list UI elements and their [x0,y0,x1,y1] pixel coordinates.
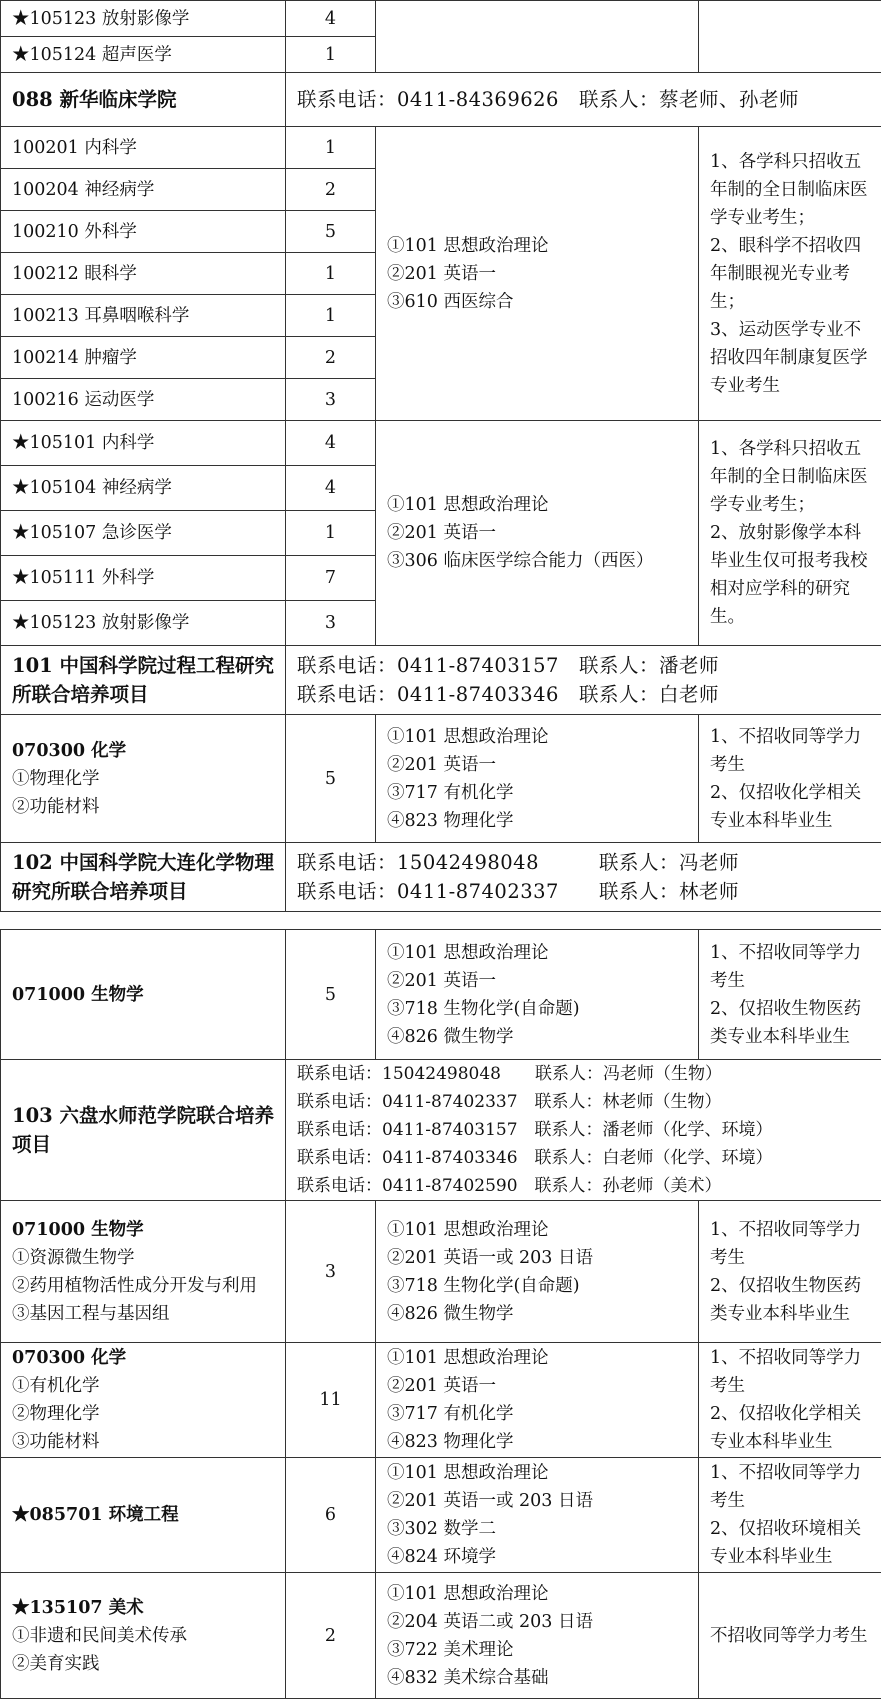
research-direction: ①有机化学 [12,1376,100,1396]
contact-line: 联系电话：0411-87402337 联系人：林老师（生物） [297,1092,722,1112]
research-direction: ②功能材料 [12,796,100,817]
enroll-count: 6 [286,1458,376,1573]
exam-subjects [376,930,699,1060]
exam-line: ④823 物理化学 [387,810,514,831]
exam-subjects [376,715,699,843]
exam-line: ①101 思想政治理论 [387,942,549,963]
exam-line: ③717 有机化学 [387,782,514,803]
exam-line: ①101 思想政治理论 [387,1348,549,1368]
exam-subjects [376,127,699,421]
contact-line: 联系电话：0411-87403346 联系人：白老师（化学、环境） [297,1148,773,1168]
enroll-count: 3 [286,1201,376,1343]
exam-line: ①101 思想政治理论 [387,235,549,256]
college-header-row [1,843,881,912]
enroll-count: 1 [286,253,376,295]
exam-line: ④832 美术综合基础 [387,1667,549,1688]
college-name: 102 中国科学院大连化学物理研究所联合培养项目 [1,843,286,912]
exam-line: ②201 英语一 [387,970,496,991]
major-code: ★105107 急诊医学 [1,511,286,556]
major-cell [1,1573,286,1699]
exam-line: ④826 微生物学 [387,1026,514,1047]
exam-line: ③722 美术理论 [387,1639,514,1660]
college-contact [286,843,881,912]
enroll-count: 2 [286,1573,376,1699]
enroll-count: 5 [286,211,376,253]
research-direction: ③基因工程与基因组 [12,1303,170,1324]
exam-line: ③610 西医综合 [387,291,514,312]
research-direction: ①资源微生物学 [12,1247,135,1268]
research-direction: ②美育实践 [12,1653,100,1674]
remark-line: 2、仅招收环境相关专业本科毕业生 [710,1519,862,1567]
exam-line: ①101 思想政治理论 [387,1583,549,1604]
enroll-count: 4 [286,466,376,511]
contact-line: 联系电话：0411-87403346 联系人：白老师 [297,683,719,706]
enroll-count: 5 [286,715,376,843]
enroll-count: 2 [286,169,376,211]
remark-line: 1、不招收同等学力考生 [710,1219,862,1268]
remark-line: 1、各学科只招收五年制的全日制临床医学专业考生； [710,439,868,515]
remarks [699,1573,881,1699]
remark-line: 2、放射影像学本科毕业生仅可报考我校相对应学科的研究生。 [710,523,868,627]
remark-line: 2、眼科学不招收四年制眼视光专业考生； [710,235,862,312]
exam-line: ②201 英语一或 203 日语 [387,1247,593,1268]
remark-line: 1、各学科只招收五年制的全日制临床医学专业考生； [710,151,868,228]
remark-line: 1、不招收同等学力考生 [710,726,862,775]
remarks [699,127,881,421]
major-code: ★105111 外科学 [1,556,286,601]
contact-line: 联系电话：15042498048 联系人：冯老师 [297,851,739,874]
major-code: ★105123 放射影像学 [1,601,286,646]
table-row [1,1343,881,1458]
contact-line: 联系电话：0411-87402590 联系人：孙老师（美术） [297,1176,722,1196]
remark-line: 2、仅招收生物医药类专业本科毕业生 [710,1275,862,1324]
enroll-count: 1 [286,37,376,73]
major-cell [1,930,286,1060]
exam-line: ①101 思想政治理论 [387,495,549,515]
remarks [699,421,881,646]
exam-line: ①101 思想政治理论 [387,726,549,747]
table-row [1,421,881,466]
major-code: 100212 眼科学 [1,253,286,295]
exam-subjects [376,421,699,646]
remarks [699,1343,881,1458]
remark-line: 1、不招收同等学力考生 [710,942,862,991]
exam-line: ③717 有机化学 [387,1404,514,1424]
major-code: 100213 耳鼻咽喉科学 [1,295,286,337]
major-code: ★105123 放射影像学 [1,1,286,37]
research-direction-text: ②药用植物活性成分开发与利用 [12,1275,257,1296]
exam-line: ④823 物理化学 [387,1432,514,1452]
exam-line: ②201 英语一或 203 日语 [387,1491,593,1511]
contact-line: 联系电话：0411-87402337 联系人：林老师 [297,880,739,903]
remark-line: 3、运动医学专业不招收四年制康复医学专业考生 [710,319,868,396]
college-header-row [1,1060,881,1201]
major-code: ★105104 神经病学 [1,466,286,511]
major-cell [1,1458,286,1573]
research-direction: ①物理化学 [12,768,100,789]
exam-line: ③302 数学二 [387,1519,496,1539]
table-row [1,1,881,37]
enroll-count: 1 [286,295,376,337]
major-cell [1,1201,286,1343]
enroll-count: 3 [286,601,376,646]
college-header-row [1,73,881,127]
exam-line: ②201 英语一 [387,263,496,284]
major-code: 070300 化学 [12,1348,127,1368]
remark-line: 2、仅招收化学相关专业本科毕业生 [710,782,862,831]
table-row [1,930,881,1060]
enroll-count: 5 [286,930,376,1060]
table-row [1,715,881,843]
remarks [699,1458,881,1573]
exam-line: ②204 英语二或 203 日语 [387,1611,593,1632]
exam-line: ④826 微生物学 [387,1303,514,1324]
exam-line: ③306 临床医学综合能力（西医） [387,551,654,571]
exam-line: ④824 环境学 [387,1547,496,1567]
major-code: ★135107 美术 [12,1597,144,1618]
enroll-count: 7 [286,556,376,601]
enroll-count: 4 [286,421,376,466]
major-code: ★085701 环境工程 [12,1505,179,1525]
remarks [699,715,881,843]
table-row [1,127,881,169]
exam-subjects [376,1343,699,1458]
note-cell [699,1,881,73]
college-name: 103 六盘水师范学院联合培养项目 [1,1060,286,1201]
exam-subjects [376,1458,699,1573]
major-code: 100210 外科学 [1,211,286,253]
remarks [699,930,881,1060]
remark-line: 1、不招收同等学力考生 [710,1463,862,1511]
contact-line: 联系电话：0411-87403157 联系人：潘老师 [297,654,719,677]
major-code: 070300 化学 [12,740,127,761]
college-name: 088 新华临床学院 [1,73,286,127]
remark-line: 不招收同等学力考生 [710,1625,868,1646]
major-code: 100216 运动医学 [1,379,286,421]
remark-line: 2、仅招收化学相关专业本科毕业生 [710,1404,862,1452]
table-row [1,1573,881,1699]
exam-line: ③718 生物化学(自命题) [387,998,580,1019]
major-cell [1,715,286,843]
enroll-count: 4 [286,1,376,37]
table-row [1,1458,881,1573]
major-code: 071000 生物学 [12,984,144,1005]
exam-line: ②201 英语一 [387,1376,496,1396]
college-contact [286,1060,881,1201]
enroll-count: 1 [286,511,376,556]
research-direction [12,1272,274,1300]
admissions-table-bottom [0,929,881,1699]
table-row [1,1201,881,1343]
enroll-count: 11 [286,1343,376,1458]
exam-line: ②201 英语一 [387,754,496,775]
exam-line: ③718 生物化学(自命题) [387,1275,580,1296]
research-direction: ①非遗和民间美术传承 [12,1625,187,1646]
exam-subjects [376,1573,699,1699]
exam-cell [376,1,699,73]
enroll-count: 3 [286,379,376,421]
research-direction: ②物理化学 [12,1404,100,1424]
exam-line: ①101 思想政治理论 [387,1219,549,1240]
college-contact: 联系电话：0411-84369626 联系人：蔡老师、孙老师 [286,73,881,127]
college-header-row [1,646,881,715]
contact-line: 联系电话：0411-87403157 联系人：潘老师（化学、环境） [297,1120,773,1140]
remark-line: 2、仅招收生物医药类专业本科毕业生 [710,998,862,1047]
remark-line: 1、不招收同等学力考生 [710,1348,862,1396]
research-direction: ③功能材料 [12,1432,100,1452]
major-code: ★105101 内科学 [1,421,286,466]
exam-line: ①101 思想政治理论 [387,1463,549,1483]
college-name: 101 中国科学院过程工程研究所联合培养项目 [1,646,286,715]
exam-subjects [376,1201,699,1343]
enroll-count: 2 [286,337,376,379]
major-cell [1,1343,286,1458]
exam-line: ②201 英语一 [387,523,496,543]
remarks [699,1201,881,1343]
major-code: 100201 内科学 [1,127,286,169]
major-code: ★105124 超声医学 [1,37,286,73]
college-contact [286,646,881,715]
major-code: 100204 神经病学 [1,169,286,211]
contact-line: 联系电话：15042498048 联系人：冯老师（生物） [297,1064,722,1084]
major-code: 071000 生物学 [12,1219,144,1240]
enroll-count: 1 [286,127,376,169]
major-code: 100214 肿瘤学 [1,337,286,379]
